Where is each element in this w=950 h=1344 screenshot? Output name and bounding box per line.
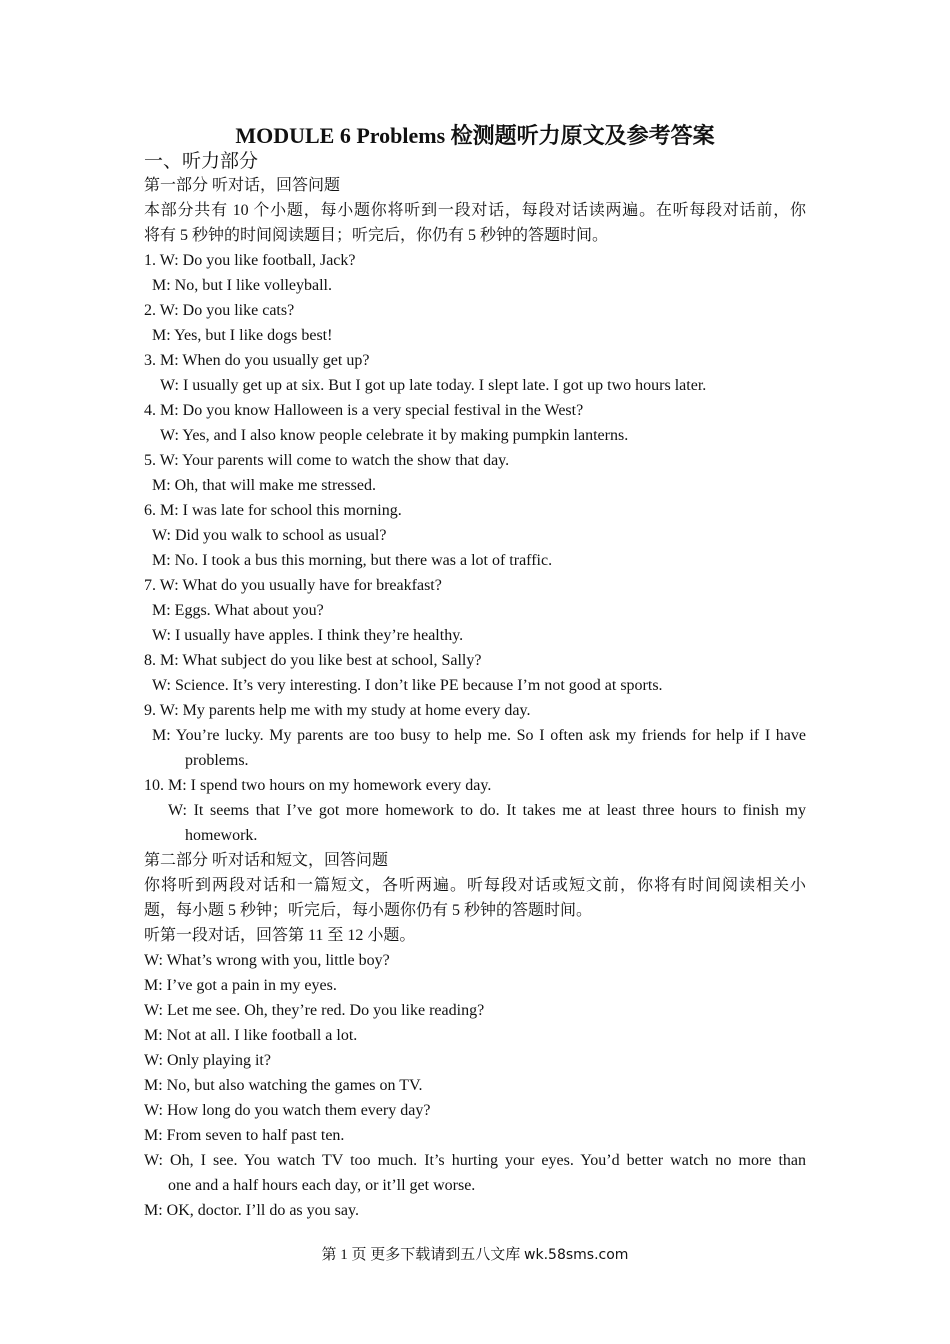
dialogue-line: W: How long do you watch them every day? bbox=[144, 1102, 431, 1119]
dialogue-line: M: Eggs. What about you? bbox=[152, 602, 324, 619]
dialogue-line: 10. M: I spend two hours on my homework every day. bbox=[144, 777, 492, 794]
dialogue-line: M: Not at all. I like football a lot. bbox=[144, 1027, 358, 1044]
page-title: MODULE 6 Problems 检测题听力原文及参考答案 bbox=[235, 123, 715, 148]
part1-heading: 第一部分 听对话，回答问题 bbox=[144, 177, 341, 194]
dialogue-line: 9. W: My parents help me with my study at home every day. bbox=[144, 702, 531, 719]
dialogue-line: M: No, but I like volleyball. bbox=[152, 277, 332, 294]
dialogue-line: M: From seven to half past ten. bbox=[144, 1127, 345, 1144]
dialogue-line: M: No. I took a bus this morning, but there was a lot of traffic. bbox=[152, 552, 553, 569]
dialogue-line: M: OK, doctor. I’ll do as you say. bbox=[144, 1202, 359, 1219]
part2-intro-line: 题，每小题 5 秒钟；听完后，每小题你仍有 5 秒钟的答题时间。 bbox=[144, 902, 593, 919]
dialogue-line: 6. M: I was late for school this morning. bbox=[144, 502, 402, 519]
dialogue-line: W: Yes, and I also know people celebrate it by making pumpkin lanterns. bbox=[160, 427, 629, 444]
dialogue-line: 1. W: Do you like football, Jack? bbox=[144, 252, 356, 269]
dialogue-line: 7. W: What do you usually have for breakfast? bbox=[144, 577, 442, 594]
part1-intro-line: 将有 5 秒钟的时间阅读题目；听完后，你仍有 5 秒钟的答题时间。 bbox=[144, 227, 609, 244]
dialogue-line: 2. W: Do you like cats? bbox=[144, 302, 295, 319]
dialogue1-heading: 听第一段对话，回答第 11 至 12 小题。 bbox=[144, 927, 416, 944]
dialogue-line: 3. M: When do you usually get up? bbox=[144, 352, 370, 369]
dialogue-line: problems. bbox=[185, 752, 249, 769]
dialogue-line: W: It seems that I’ve got more homework to do. It takes me at least three hours to finish my bbox=[168, 802, 806, 819]
dialogue-line: 4. M: Do you know Halloween is a very special festival in the West? bbox=[144, 402, 584, 419]
dialogue-line: W: What’s wrong with you, little boy? bbox=[144, 952, 390, 969]
dialogue-line: homework. bbox=[185, 827, 258, 844]
dialogue-line: 5. W: Your parents will come to watch the show that day. bbox=[144, 452, 510, 469]
dialogue-line: M: You’re lucky. My parents are too busy to help me. So I often ask my friends for help if I have bbox=[152, 727, 806, 744]
dialogue-line: one and a half hours each day, or it’ll get worse. bbox=[168, 1177, 476, 1194]
dialogue-line: W: Oh, I see. You watch TV too much. It’s hurting your eyes. You’d better watch no more than bbox=[144, 1152, 806, 1169]
dialogue-line: M: No, but also watching the games on TV. bbox=[144, 1077, 423, 1094]
dialogue-line: M: Yes, but I like dogs best! bbox=[152, 327, 333, 344]
part2-heading: 第二部分 听对话和短文，回答问题 bbox=[144, 852, 389, 869]
footer-link[interactable]: wk.58sms.com bbox=[524, 1247, 629, 1263]
dialogue-line: 8. M: What subject do you like best at school, Sally? bbox=[144, 652, 482, 669]
dialogue-line: M: Oh, that will make me stressed. bbox=[152, 477, 376, 494]
dialogue-line: W: I usually get up at six. But I got up late today. I slept late. I got up two hours later. bbox=[160, 377, 707, 394]
dialogue-line: W: Only playing it? bbox=[144, 1052, 271, 1069]
part1-intro-line: 本部分共有 10 个小题，每小题你将听到一段对话，每段对话读两遍。在听每段对话前，你 bbox=[144, 202, 806, 219]
dialogue-line: W: Did you walk to school as usual? bbox=[152, 527, 387, 544]
part2-intro-line: 你将听到两段对话和一篇短文，各听两遍。听每段对话或短文前，你将有时间阅读相关小 bbox=[144, 877, 806, 894]
dialogue-line: W: I usually have apples. I think they’re healthy. bbox=[152, 627, 464, 644]
dialogue-line: W: Let me see. Oh, they’re red. Do you like reading? bbox=[144, 1002, 485, 1019]
dialogue-line: W: Science. It’s very interesting. I don’t like PE because I’m not good at sports. bbox=[152, 677, 663, 694]
dialogue-line: M: I’ve got a pain in my eyes. bbox=[144, 977, 337, 994]
section-heading: 一、听力部分 bbox=[144, 151, 259, 172]
page-footer bbox=[0, 1245, 950, 1265]
footer-text: 第 1 页 更多下载请到五八文库 bbox=[321, 1247, 521, 1263]
